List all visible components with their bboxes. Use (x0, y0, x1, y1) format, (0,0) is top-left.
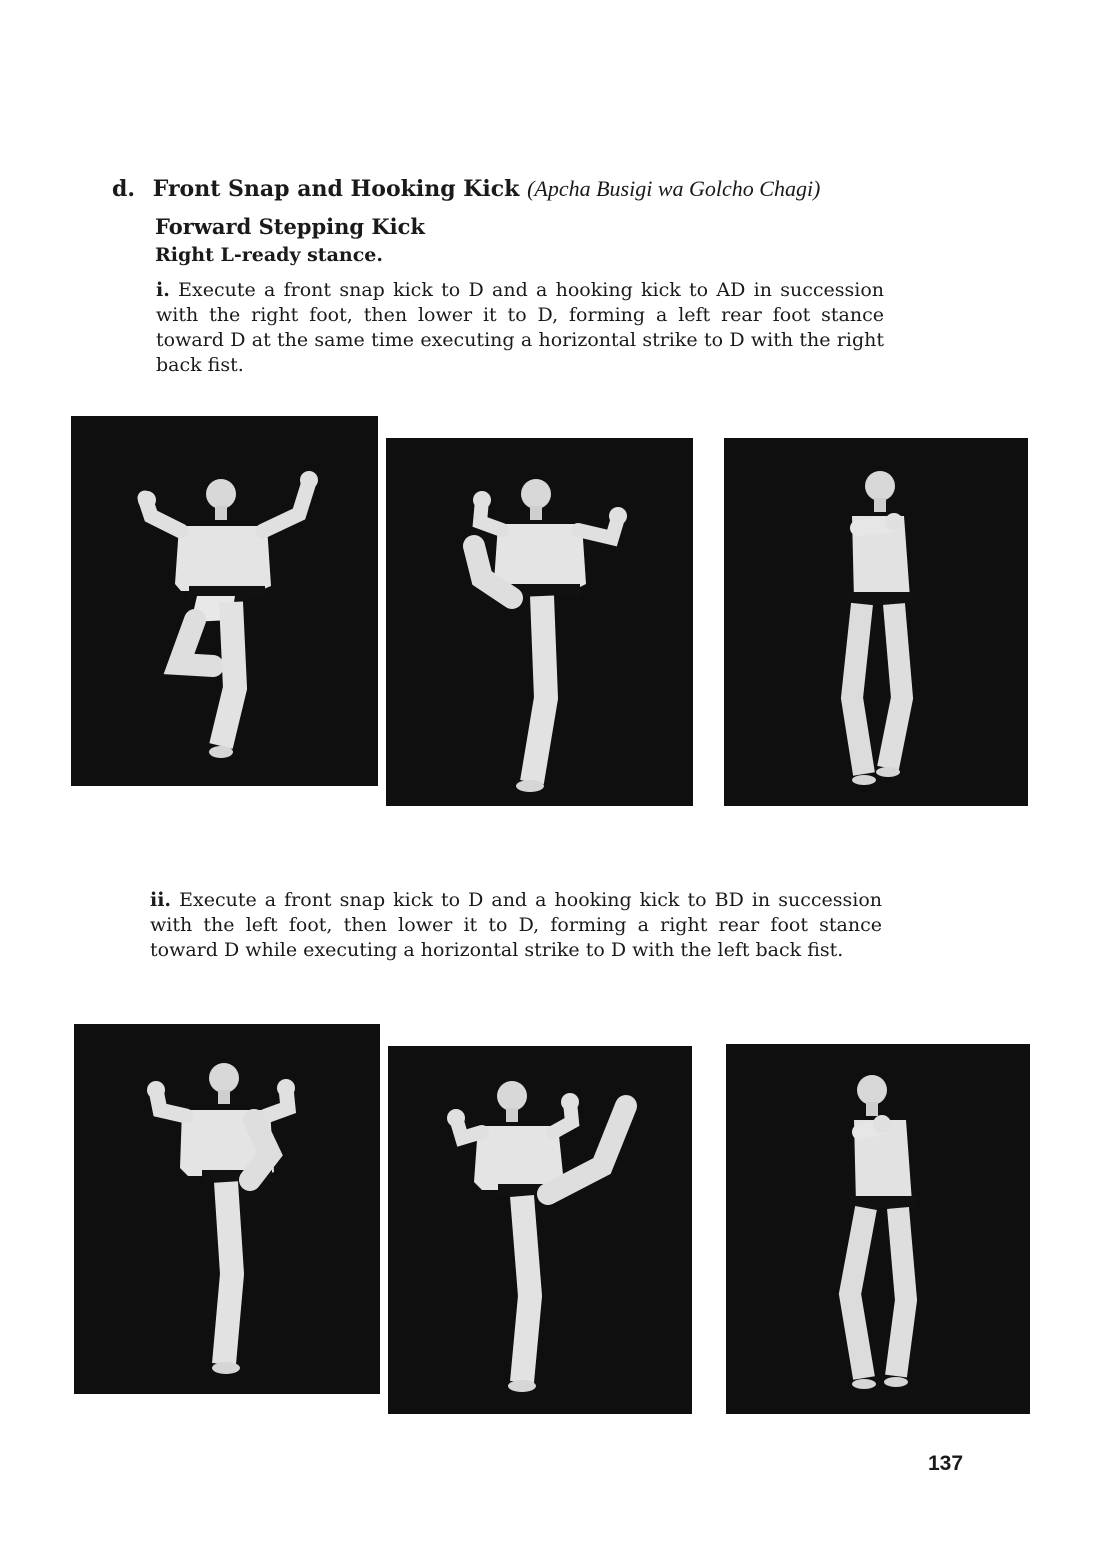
photo-ii-front-snap-kick (74, 1024, 380, 1394)
photo-i-hooking-kick (386, 438, 693, 806)
section-subtitle: Forward Stepping Kick (155, 214, 425, 239)
section-heading (112, 176, 820, 202)
figure-back-fist-icon (726, 1044, 1030, 1414)
figure-chamber-knee-icon (71, 416, 378, 786)
photo-i-front-snap-kick (71, 416, 378, 786)
figure-hooking-kick-icon (386, 438, 693, 806)
figure-hooking-kick-icon (388, 1046, 692, 1414)
step-1 (156, 278, 884, 378)
step-2-number: ii. (150, 889, 172, 911)
step-1-text: Execute a front snap kick to D and a hooking kick to AD in succession with the right foot, then lower it to D, forming a left rear foot stance toward D at the same time executing a horizontal strike to D with the right back fist. (156, 279, 885, 376)
step-1-number: i. (156, 279, 170, 301)
ready-stance: Right L-ready stance. (155, 244, 383, 266)
photo-ii-back-fist-strike (726, 1044, 1030, 1414)
photo-i-back-fist-strike (724, 438, 1028, 806)
section-title: Front Snap and Hooking Kick (152, 176, 520, 202)
step-2-text: Execute a front snap kick to D and a hooking kick to BD in succession with the left foot, then lower it to D, forming a right rear foot stance toward D while executing a horizontal strike to D with the left back fist. (150, 889, 882, 961)
section-letter: d. (112, 176, 136, 202)
page-number: 137 (928, 1452, 964, 1475)
figure-back-fist-icon (724, 438, 1028, 806)
step-2 (150, 888, 882, 963)
figure-chamber-knee-icon (74, 1024, 380, 1394)
section-korean-title: (Apcha Busigi wa Golcho Chagi) (527, 176, 821, 201)
photo-ii-hooking-kick (388, 1046, 692, 1414)
